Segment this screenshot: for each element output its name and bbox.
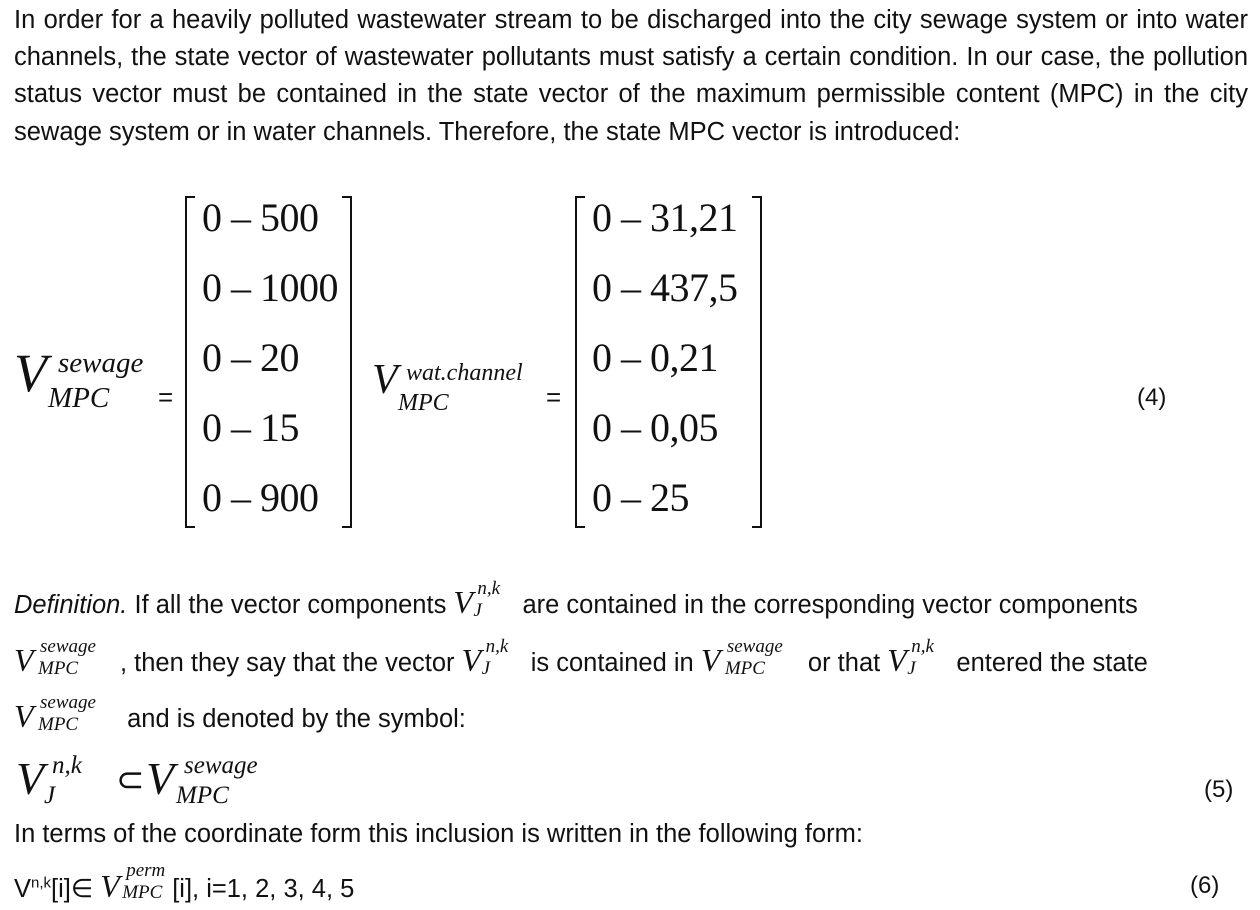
- v-mpc-sewage-symbol: [14, 636, 120, 679]
- equation-6: [14, 860, 1246, 905]
- text-segment: entered the state: [949, 649, 1148, 677]
- superscript: perm: [126, 860, 166, 881]
- symbol-v: V: [461, 642, 482, 678]
- equation-4: [0, 192, 1260, 537]
- left-matrix-row: 0 – 900: [202, 475, 319, 520]
- sewage-superscript: sewage: [184, 752, 258, 779]
- right-matrix-row: 0 – 437,5: [592, 265, 738, 310]
- text-segment: are contained in the corresponding vector components: [515, 591, 1138, 619]
- index: [i]: [51, 875, 71, 903]
- subset-symbol: ⊂: [116, 762, 145, 799]
- intro-paragraph: In order for a heavily polluted wastewater stream to be discharged into the city sewage system or into water channels, the state vector of wastewater pollutants must satisfy a certain condition. In our case, the pollution status vector must be contained in the state vector of the maximum permissible content (MPC) in the city sewage system or in water channels. Therefore, the state MPC vector is introduced:: [14, 6, 1248, 146]
- equation-number-4: (4): [1137, 384, 1167, 411]
- left-matrix-row: 0 – 20: [202, 335, 299, 380]
- left-matrix-row: 0 – 15: [202, 405, 299, 450]
- right-matrix-row: 0 – 0,21: [592, 335, 718, 380]
- superscript: sewage: [40, 692, 96, 713]
- symbol-v: V: [100, 868, 120, 904]
- coordinate-form-text: In terms of the coordinate form this inclusion is written in the following form:: [14, 820, 863, 848]
- subscript: J: [907, 658, 916, 679]
- superscript: sewage: [40, 636, 96, 657]
- symbol-v: V: [453, 584, 473, 620]
- definition-line-3: [14, 692, 466, 735]
- superscript: n,k: [477, 578, 501, 599]
- v-j-nk-symbol: [461, 636, 524, 679]
- subscript: MPC: [724, 658, 765, 679]
- equation-number-5: (5): [1204, 776, 1234, 803]
- superscript: sewage: [726, 636, 783, 657]
- right-matrix-row: 0 – 25: [592, 475, 689, 520]
- v-mpc-sewage-symbol: [14, 692, 120, 735]
- left-matrix-row: 0 – 500: [202, 195, 319, 240]
- nk-superscript: n,k: [31, 874, 52, 892]
- element-of-symbol: ∈: [70, 874, 94, 903]
- text-segment: or that: [800, 649, 888, 677]
- v-j-nk-symbol: [453, 578, 515, 621]
- left-matrix-bracket-close: [342, 196, 352, 528]
- symbol-v: V: [14, 642, 34, 678]
- v-sewage-superscript: sewage: [58, 347, 144, 379]
- left-matrix-bracket-open: [185, 196, 195, 528]
- v-prefix: V: [14, 875, 32, 903]
- equals-sign-right: =: [546, 382, 562, 412]
- right-matrix-bracket-close: [752, 196, 762, 528]
- j-subscript: J: [44, 782, 56, 809]
- superscript: n,k: [911, 636, 934, 657]
- symbol-v: V: [887, 642, 907, 678]
- symbol-v: V: [700, 642, 721, 678]
- right-matrix-row: 0 – 31,21: [592, 195, 738, 240]
- v-sewage-symbol: V: [14, 343, 47, 403]
- subscript: J: [481, 658, 491, 679]
- definition-line-1: [14, 578, 1138, 621]
- v-mpc-perm-symbol: [100, 860, 172, 905]
- right-matrix-bracket-open: [575, 196, 585, 528]
- v-sewage-subscript: MPC: [48, 382, 110, 414]
- equals-sign-left: =: [158, 382, 174, 412]
- v-mpc-symbol: V: [146, 753, 175, 804]
- nk-superscript: n,k: [52, 752, 82, 779]
- v-mpc-sewage-symbol: [700, 636, 801, 679]
- v-j-symbol: V: [16, 753, 45, 804]
- v-channel-symbol: V: [372, 357, 398, 403]
- text-segment: and is denoted by the symbol:: [120, 705, 466, 733]
- definition-line-2: [14, 636, 1148, 679]
- v-channel-subscript: MPC: [398, 390, 449, 416]
- index-range: [i], i=1, 2, 3, 4, 5: [172, 875, 355, 903]
- subscript: MPC: [38, 714, 79, 735]
- text-segment: If all the vector components: [127, 591, 454, 619]
- text-segment: , then they say that the vector: [120, 649, 462, 677]
- text-segment: is contained in: [523, 649, 701, 677]
- symbol-v: V: [14, 698, 34, 734]
- v-channel-superscript: wat.channel: [406, 360, 523, 386]
- subscript: MPC: [38, 658, 79, 679]
- mpc-subscript: MPC: [176, 782, 229, 809]
- definition-label: Definition.: [14, 591, 128, 619]
- equation-number-6: (6): [1190, 872, 1220, 899]
- subscript: MPC: [122, 882, 163, 903]
- subscript: J: [473, 600, 482, 621]
- superscript: n,k: [485, 636, 509, 657]
- left-matrix-row: 0 – 1000: [202, 265, 338, 310]
- equation-5: [14, 752, 1254, 814]
- right-matrix-row: 0 – 0,05: [592, 405, 718, 450]
- v-j-nk-symbol: [887, 636, 949, 679]
